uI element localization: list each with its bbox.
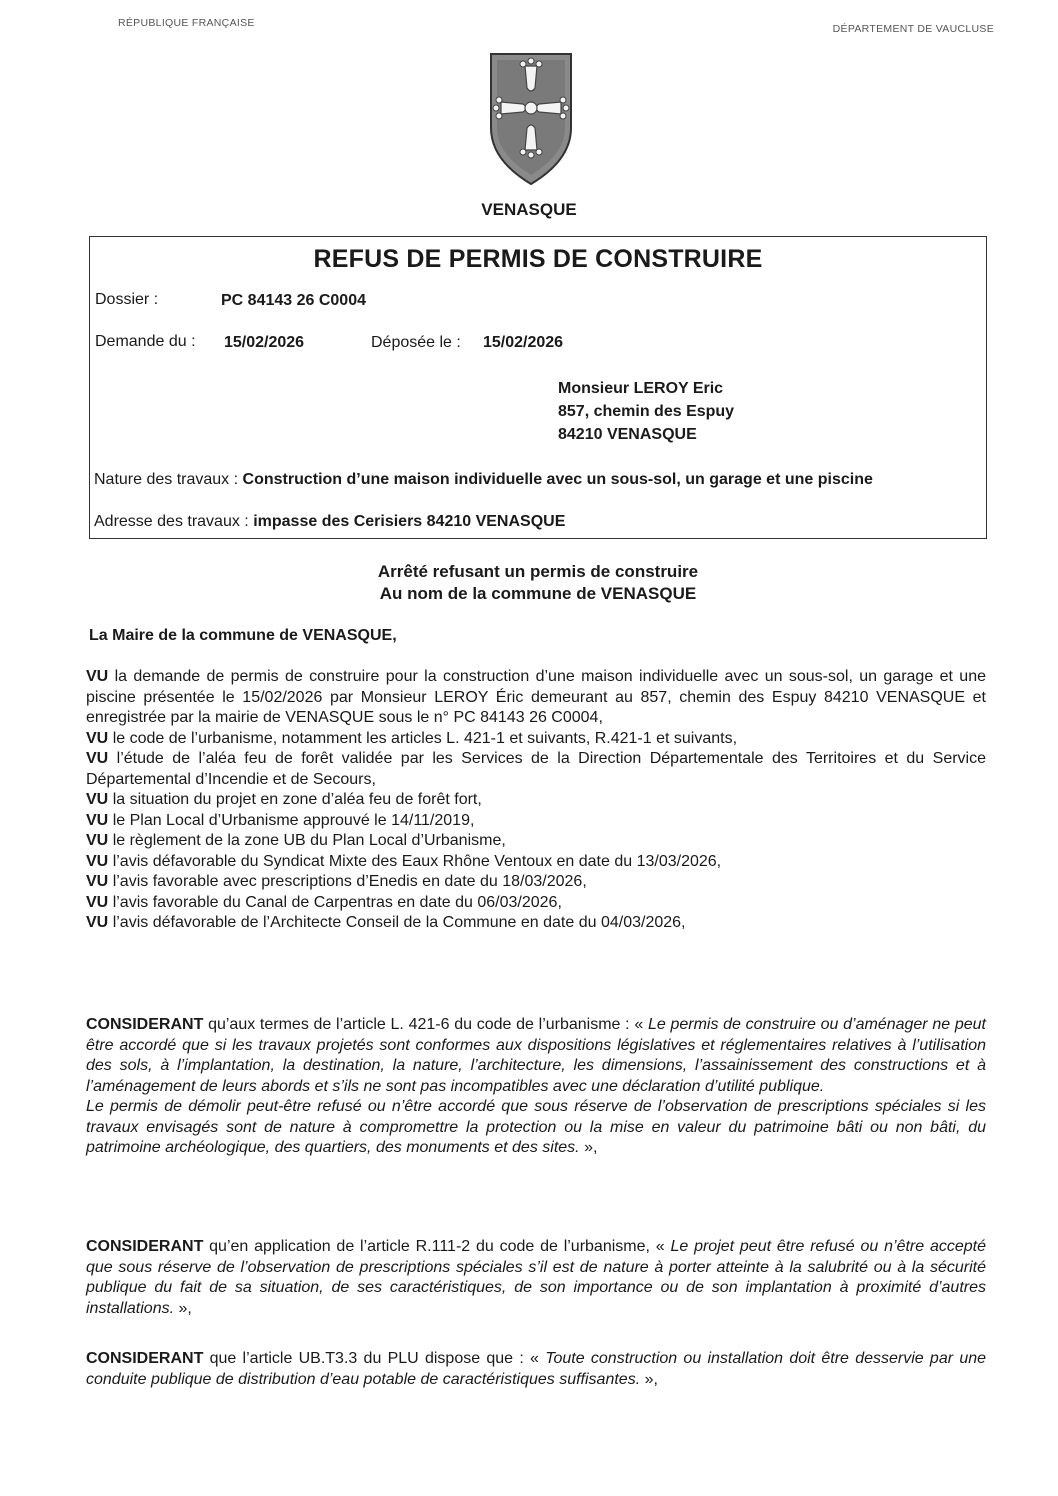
vu-keyword: VU — [86, 873, 109, 890]
deposee-label: Déposée le : — [371, 334, 461, 351]
vu-item: VU la situation du projet en zone d’aléa feu de forêt fort, — [86, 791, 482, 808]
considerant-1 — [86, 1015, 986, 1159]
permit-summary-box — [89, 236, 987, 539]
vu-keyword: VU — [86, 893, 109, 911]
vu-item: VU l’avis défavorable de l’Architecte Conseil de la Commune en date du 04/03/2026, — [86, 914, 686, 931]
considerant-keyword: CONSIDERANT — [86, 1016, 204, 1033]
adresse-value: impasse des Cerisiers 84210 VENASQUE — [253, 513, 566, 530]
considerant-1-end: », — [584, 1139, 598, 1156]
vu-keyword: VU — [86, 811, 109, 829]
demande-label: Demande du : — [95, 333, 196, 350]
dossier-value: PC 84143 26 C0004 — [221, 292, 366, 309]
considerant-1-intro: qu’aux termes de l’article L. 421-6 du code de l’urbanisme : « — [208, 1016, 644, 1033]
arrete-line-1: Arrêté refusant un permis de construire — [377, 562, 699, 581]
adresse-label: Adresse des travaux : — [94, 513, 249, 530]
dossier-label: Dossier : — [95, 291, 159, 308]
header-republique: RÉPUBLIQUE FRANÇAISE — [118, 17, 255, 29]
considerant-3-end: », — [644, 1370, 658, 1388]
vu-item: VU l’avis favorable du Canal de Carpentras en date du 06/03/2026, — [86, 893, 562, 911]
adresse-travaux — [94, 513, 565, 531]
nature-travaux — [94, 469, 984, 490]
occitan-cross-crest-icon — [487, 48, 575, 186]
vu-item: VU le code de l’urbanisme, notamment les articles L. 421-1 et suivants, R.421-1 et suivants, — [86, 729, 738, 747]
deposee-value: 15/02/2026 — [483, 334, 564, 351]
applicant-street: 857, chemin des Espuy — [558, 403, 735, 420]
applicant-name: Monsieur LEROY Eric — [558, 380, 724, 397]
vu-keyword: VU — [86, 750, 109, 767]
vu-item: VU l’avis défavorable du Syndicat Mixte des Eaux Rhône Ventoux en date du 13/03/2026, — [86, 852, 722, 870]
nature-label: Nature des travaux : — [94, 471, 239, 488]
vu-keyword: VU — [86, 852, 109, 870]
header-departement: DÉPARTEMENT DE VAUCLUSE — [832, 23, 994, 35]
vu-keyword: VU — [86, 668, 109, 685]
considerant-2-quote: Le projet peut être refusé ou n’être accepté que sous réserve de l’observation de prescriptions spéciales s’il est de nature à porter atteinte à la salubrité ou à la sécurité publique du fait de sa situation, de ses caractéristiques, de son importance ou de son implantation à proximité d’autres installations. — [86, 1238, 986, 1317]
vu-item: VU l’étude de l’aléa feu de forêt validée par les Services de la Direction Départementale des Territoires et du Service Départemental d’Incendie et de Secours, — [86, 750, 986, 788]
nature-value: Construction d’une maison individuelle avec un sous-sol, un garage et une piscine — [242, 471, 873, 488]
considerant-2 — [86, 1237, 986, 1319]
considerant-2-end: », — [178, 1299, 192, 1317]
considerant-2-intro: qu’en application de l’article R.111-2 du code de l’urbanisme, « — [209, 1238, 665, 1255]
applicant-city: 84210 VENASQUE — [558, 426, 697, 443]
considerant-keyword: CONSIDERANT — [86, 1238, 204, 1255]
considerant-3-intro: que l’article UB.T3.3 du PLU dispose que : « — [209, 1350, 539, 1367]
arrete-line-2: Au nom de la commune de VENASQUE — [379, 584, 697, 603]
commune-name: VENASQUE — [481, 200, 577, 219]
demande-value: 15/02/2026 — [224, 334, 305, 351]
considerant-1-quote-2: Le permis de démolir peut-être refusé ou n’être accordé que sous réserve de l’observation de prescriptions spéciales si les travaux envisagés sont de nature à compromettre la protection ou la mise en valeur du patrimoine bâti ou non bâti, du patrimoine archéologique, des quartiers, des monuments et des sites. — [86, 1098, 986, 1156]
vu-keyword: VU — [86, 729, 109, 747]
document-title: REFUS DE PERMIS DE CONSTRUIRE — [313, 245, 763, 273]
considerant-3 — [86, 1349, 986, 1390]
vu-item: VU la demande de permis de construire pour la construction d’une maison individuelle avec un sous-sol, un garage et une piscine présentée le 15/02/2026 par Monsieur LEROY Éric demeurant au 857, chemin des Espuy 84210 VENASQUE et enregistrée par la mairie de VENASQUE sous le n° PC 84143 26 C0004, — [86, 668, 986, 726]
vu-item: VU le règlement de la zone UB du Plan Local d’Urbanisme, — [86, 832, 506, 849]
considerant-1-quote: Le permis de construire ou d’aménager ne peut être accordé que si les travaux projetés sont conformes aux dispositions législatives et réglementaires relatives à l’utilisation des sols, à l’implantation, la destination, la nature, l’architecture, les dimensions, l’assainissement des constructions et à l’aménagement de leurs abords et s’ils ne sont pas incompatibles avec une déclaration d’utilité publique. — [86, 1016, 986, 1095]
vu-list — [86, 667, 986, 934]
vu-item: VU l’avis favorable avec prescriptions d’Enedis en date du 18/03/2026, — [86, 873, 587, 890]
vu-keyword: VU — [86, 914, 109, 931]
considerant-3-quote: Toute construction ou installation doit être desservie par une conduite publique de distribution d’eau potable de caractéristiques suffisantes. — [86, 1350, 987, 1388]
vu-item: VU le Plan Local d’Urbanisme approuvé le 14/11/2019, — [86, 811, 475, 829]
considerant-keyword: CONSIDERANT — [86, 1350, 204, 1367]
arrete-heading — [0, 561, 1058, 605]
vu-keyword: VU — [86, 791, 109, 808]
maire-heading: La Maire de la commune de VENASQUE, — [89, 627, 397, 644]
vu-keyword: VU — [86, 832, 109, 849]
